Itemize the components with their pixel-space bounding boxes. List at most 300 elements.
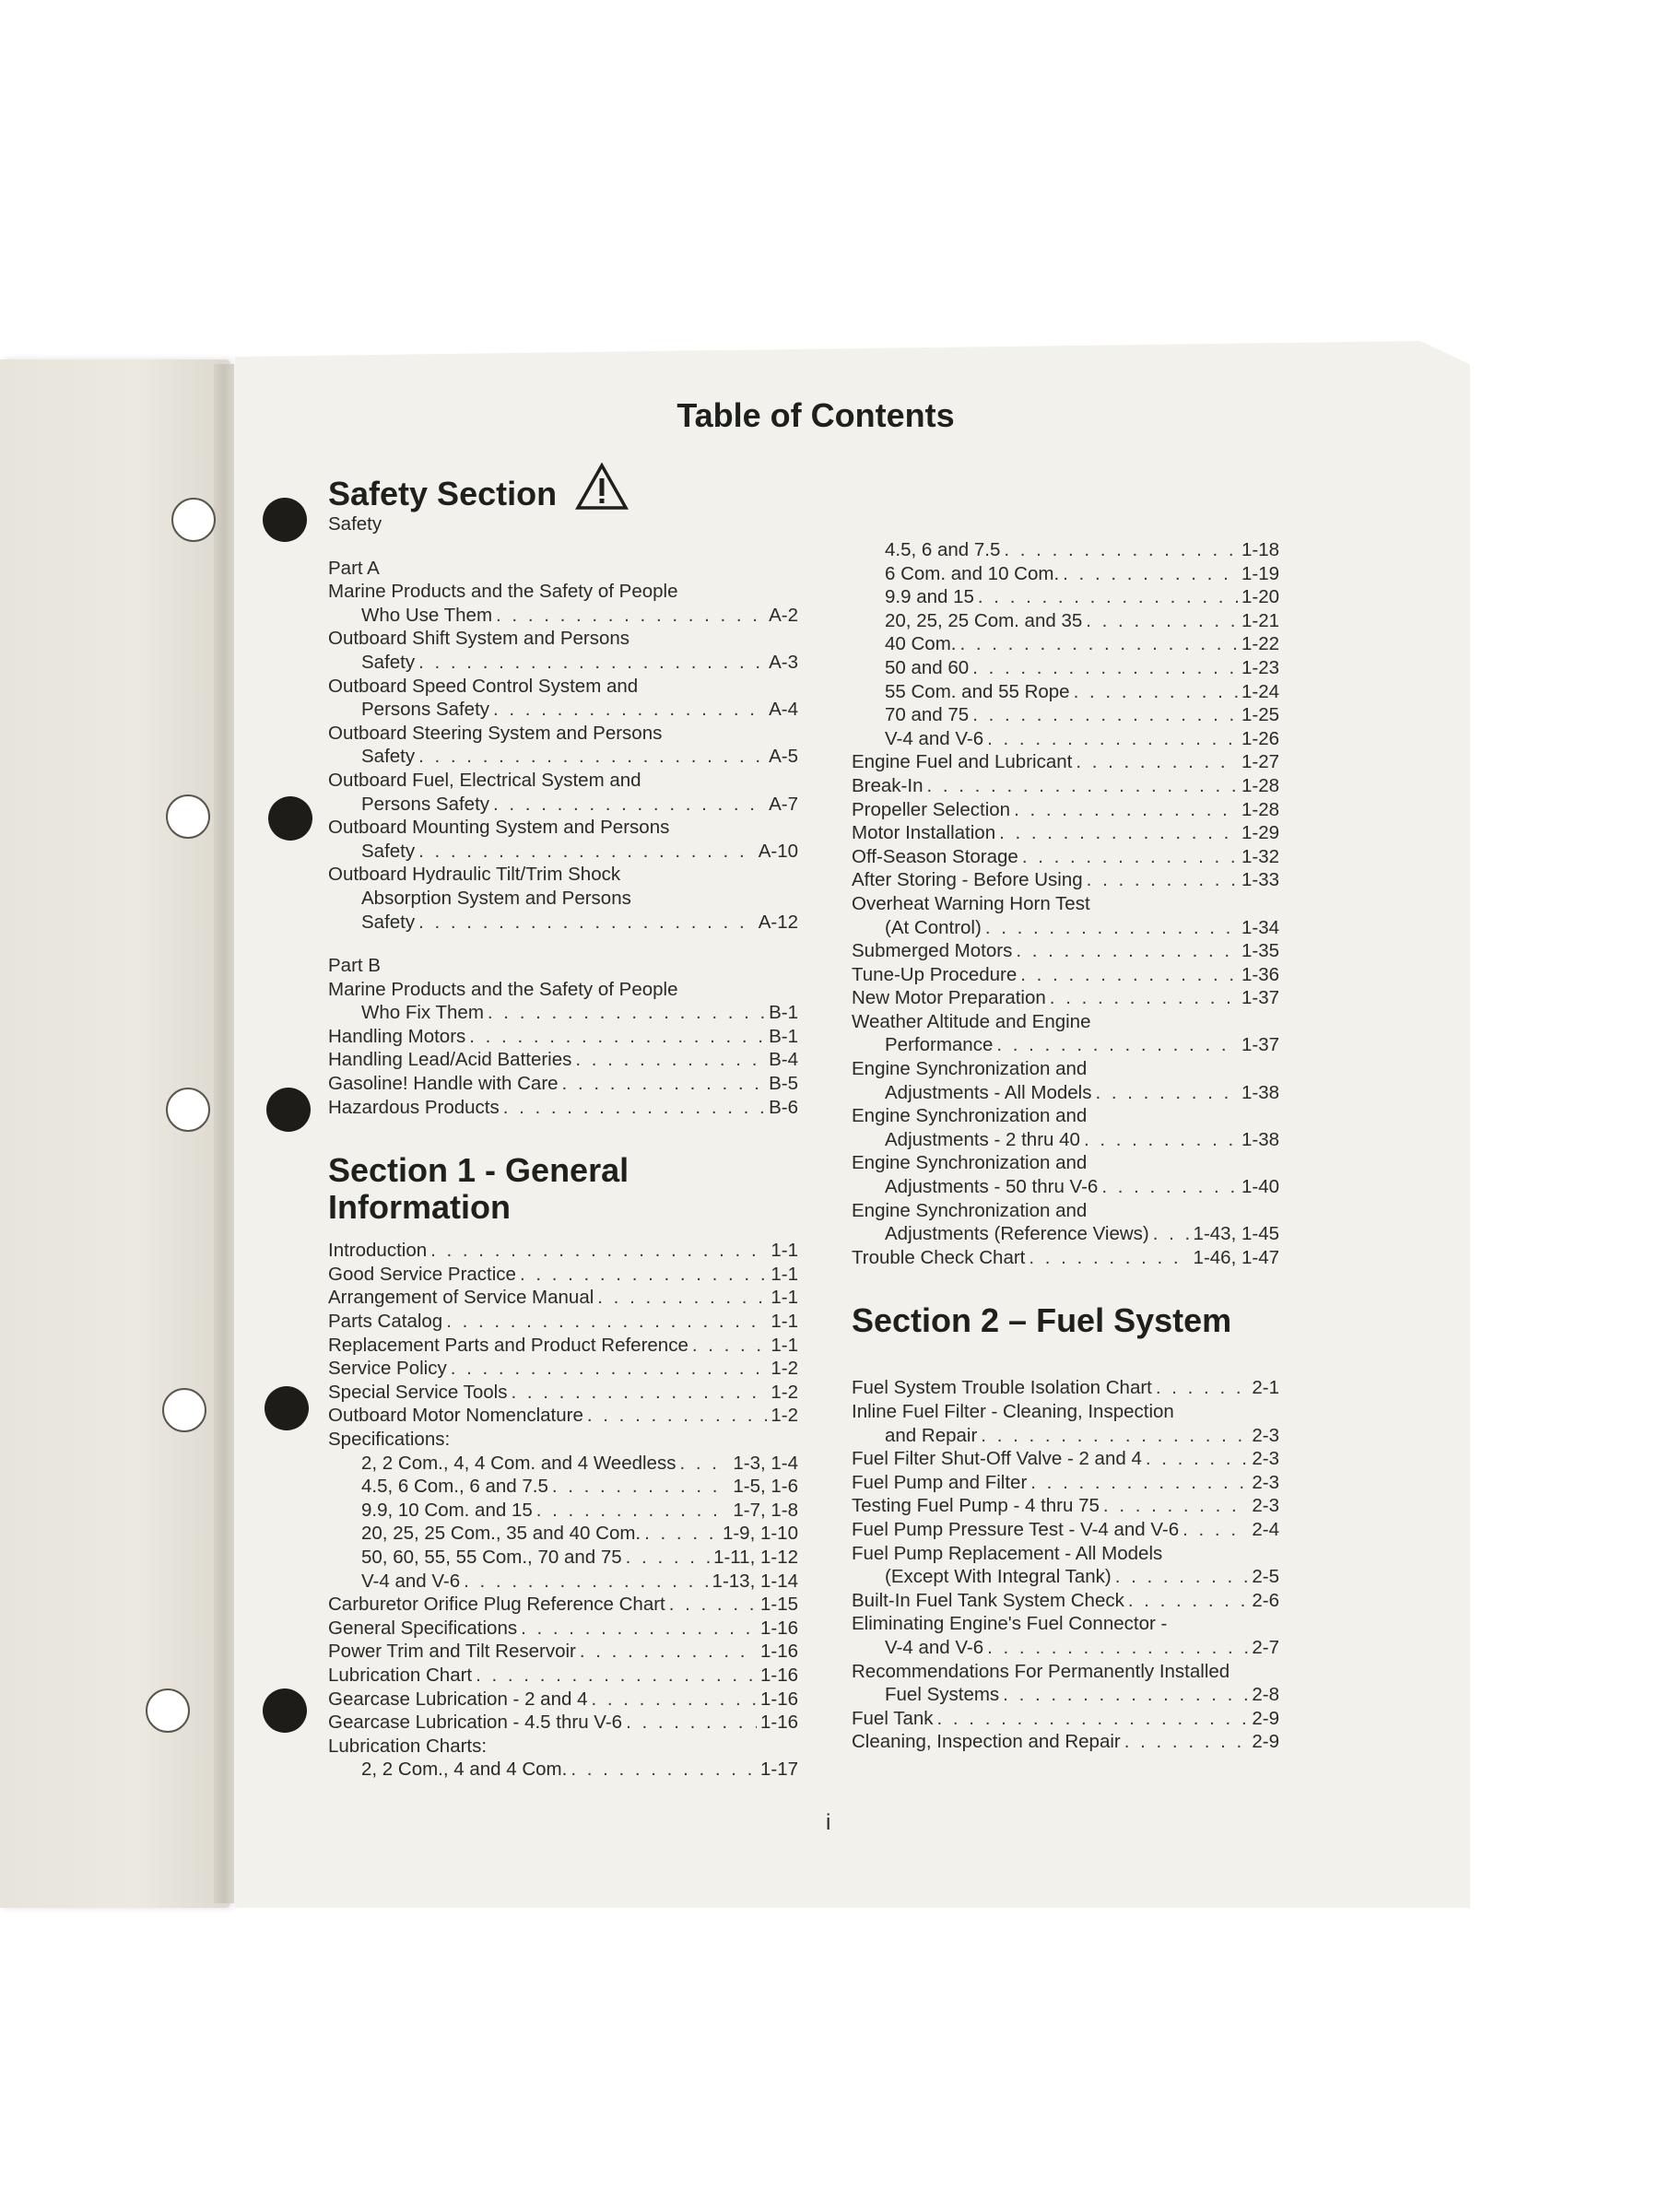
toc-entry <box>852 845 1279 869</box>
toc-entry-title: Power Trim and Tilt Reservoir <box>328 1641 576 1663</box>
toc-entry-title: Engine Fuel and Lubricant <box>852 751 1073 773</box>
toc-entry-group <box>852 939 1279 963</box>
toc-entry-line: Outboard Shift System and Persons <box>328 628 630 650</box>
dot-leader <box>987 1636 1248 1660</box>
dot-leader <box>1016 939 1238 963</box>
toc-entry-group <box>852 1246 1279 1270</box>
part-b-label: Part B <box>328 955 381 977</box>
toc-entry-group <box>852 1010 1279 1057</box>
toc-entry <box>852 1222 1279 1246</box>
toc-entry-page: 1-16 <box>759 1641 798 1663</box>
toc-entry-title: Service Policy <box>328 1358 447 1380</box>
toc-entry-title: 50, 60, 55, 55 Com., 70 and 75 <box>361 1546 622 1568</box>
toc-entry-line: Engine Synchronization and <box>852 1199 1088 1221</box>
toc-entry-title: Tune-Up Procedure <box>852 963 1018 985</box>
toc-entry <box>852 609 1279 633</box>
toc-entry-title: Special Service Tools <box>328 1381 508 1403</box>
toc-entry <box>328 1096 798 1120</box>
toc-entry-group <box>852 1542 1279 1589</box>
toc-entry-title: Performance <box>885 1034 994 1056</box>
toc-entry-page: 1-13, 1-14 <box>712 1570 798 1592</box>
toc-entry-group <box>328 675 798 722</box>
toc-entry <box>852 632 1279 656</box>
toc-entry <box>328 1048 798 1072</box>
toc-entry-page: 1-3, 1-4 <box>733 1452 798 1474</box>
toc-entry-title: 4.5, 6 Com., 6 and 7.5 <box>361 1476 548 1498</box>
toc-entry-page: 2-9 <box>1252 1731 1279 1753</box>
toc-entry <box>328 1664 798 1688</box>
section2-heading: Section 2 – Fuel System <box>852 1301 1232 1340</box>
dot-leader <box>692 1334 768 1358</box>
section2-list <box>852 1376 1279 1754</box>
dot-leader <box>926 774 1237 798</box>
toc-entry-page: 2-9 <box>1252 1707 1279 1729</box>
section1-list-cont <box>328 1593 798 1735</box>
toc-entry <box>328 1522 798 1546</box>
toc-entry-group <box>852 798 1279 822</box>
toc-entry <box>852 1376 1279 1400</box>
toc-entry <box>328 1499 798 1523</box>
toc-entry-line: Fuel Pump Replacement - All Models <box>852 1542 1163 1564</box>
lubrication-charts-label: Lubrication Charts: <box>328 1735 488 1757</box>
toc-entry <box>328 1025 798 1049</box>
toc-entry-line: Overheat Warning Horn Test <box>852 892 1090 914</box>
lubrication-charts-list-cont <box>852 538 1279 750</box>
punch-hole <box>266 1088 311 1132</box>
toc-entry-group <box>852 986 1279 1010</box>
toc-entry-group <box>852 1589 1279 1613</box>
part-b-list <box>328 978 798 1120</box>
toc-entry-page: A-12 <box>758 911 798 933</box>
toc-entry-group <box>852 1057 1279 1104</box>
dot-leader <box>1103 1494 1248 1518</box>
toc-entry-line: Engine Synchronization and <box>852 1152 1088 1174</box>
toc-entry-title: Adjustments - All Models <box>885 1081 1092 1103</box>
toc-entry-title: (At Control) <box>885 916 982 938</box>
dot-leader <box>1146 1447 1249 1471</box>
toc-entry <box>328 1570 798 1594</box>
dot-leader <box>1063 562 1238 586</box>
toc-entry <box>852 1518 1279 1542</box>
toc-entry-group <box>852 1471 1279 1495</box>
toc-entry-page: 1-16 <box>759 1617 798 1639</box>
toc-entry-page: 1-21 <box>1241 609 1279 631</box>
toc-entry-page: B-6 <box>769 1096 798 1118</box>
toc-entry-page: 1-1 <box>771 1311 798 1333</box>
toc-entry-line: Engine Synchronization and <box>852 1105 1088 1127</box>
toc-entry-page: A-2 <box>769 604 798 626</box>
toc-entry-title: Fuel Filter Shut-Off Valve - 2 and 4 <box>852 1448 1142 1470</box>
toc-entry <box>328 604 798 628</box>
toc-entry <box>328 1640 798 1664</box>
dot-leader <box>493 698 765 722</box>
dot-leader <box>626 1546 710 1570</box>
page-number: i <box>826 1810 831 1835</box>
punch-hole <box>171 498 216 542</box>
toc-entry-page: 1-28 <box>1241 798 1279 820</box>
toc-entry-title: After Storing - Before Using <box>852 869 1083 891</box>
toc-entry-title: Parts Catalog <box>328 1311 443 1333</box>
binding-spine <box>214 364 234 1903</box>
toc-entry-page: A-10 <box>758 840 798 862</box>
toc-entry <box>852 939 1279 963</box>
toc-entry-line: Engine Synchronization and <box>852 1058 1088 1080</box>
toc-entry <box>328 651 798 675</box>
toc-entry-title: 20, 25, 25 Com. and 35 <box>885 609 1083 631</box>
toc-entry <box>852 916 1279 940</box>
dot-leader <box>999 821 1238 845</box>
dot-leader <box>451 1357 768 1381</box>
toc-entry-page: 2-1 <box>1252 1377 1279 1399</box>
dot-leader <box>488 1001 765 1025</box>
toc-entry-page: 2-6 <box>1252 1589 1279 1611</box>
toc-entry-group <box>852 1518 1279 1542</box>
toc-entry-page: B-1 <box>769 1025 798 1047</box>
toc-entry-group <box>328 1048 798 1072</box>
dot-leader <box>511 1381 767 1405</box>
toc-entry <box>852 774 1279 798</box>
toc-entry-page: 2-3 <box>1252 1448 1279 1470</box>
toc-entry-title: (Except With Integral Tank) <box>885 1566 1112 1588</box>
toc-entry-page: A-4 <box>769 699 798 721</box>
dot-leader <box>972 656 1238 680</box>
toc-entry-title: Off-Season Storage <box>852 845 1018 867</box>
toc-entry-title: Fuel Tank <box>852 1707 934 1729</box>
toc-entry <box>852 798 1279 822</box>
part-a-label: Part A <box>328 557 380 579</box>
toc-entry-title: Outboard Motor Nomenclature <box>328 1405 583 1427</box>
toc-entry <box>328 1711 798 1735</box>
dot-leader <box>1095 1081 1238 1105</box>
toc-entry-title: Carburetor Orifice Plug Reference Chart <box>328 1594 665 1616</box>
toc-entry <box>852 585 1279 609</box>
toc-right-column <box>852 538 1279 1754</box>
punch-hole <box>166 794 210 839</box>
toc-entry <box>328 1404 798 1428</box>
toc-entry-group <box>328 722 798 769</box>
section1-title-line2: Information <box>328 1188 511 1227</box>
toc-entry <box>852 750 1279 774</box>
dot-leader <box>1074 680 1238 704</box>
toc-entry <box>852 703 1279 727</box>
dot-leader <box>591 1688 756 1712</box>
toc-entry <box>852 656 1279 680</box>
toc-entry <box>852 1730 1279 1754</box>
dot-leader <box>552 1475 729 1499</box>
dot-leader <box>669 1593 757 1617</box>
toc-entry-line: Marine Products and the Safety of People <box>328 978 678 1000</box>
toc-entry-group <box>328 978 798 1025</box>
dot-leader <box>981 1424 1248 1448</box>
toc-entry-title: 2, 2 Com., 4, 4 Com. and 4 Weedless <box>361 1452 677 1474</box>
toc-entry <box>852 1128 1279 1152</box>
toc-entry <box>328 1001 798 1025</box>
dot-leader <box>1087 868 1238 892</box>
punch-hole <box>265 1386 309 1430</box>
toc-entry-group <box>328 580 798 627</box>
dot-leader <box>418 840 755 864</box>
toc-entry <box>852 1246 1279 1270</box>
toc-entry-page: 1-1 <box>771 1240 798 1262</box>
toc-entry-page: 1-25 <box>1241 704 1279 726</box>
dot-leader <box>418 745 765 769</box>
toc-entry-group <box>852 1447 1279 1471</box>
toc-entry-title: Testing Fuel Pump - 4 thru 75 <box>852 1495 1100 1517</box>
toc-entry-page: 1-5, 1-6 <box>733 1476 798 1498</box>
toc-entry-group <box>328 627 798 674</box>
dot-leader <box>1030 1471 1248 1495</box>
toc-entry-group <box>852 750 1279 774</box>
toc-entry <box>328 1310 798 1334</box>
toc-entry-group <box>852 892 1279 939</box>
dot-leader <box>562 1072 766 1096</box>
dot-leader <box>1076 750 1238 774</box>
toc-entry-line: Outboard Mounting System and Persons <box>328 817 670 839</box>
specifications-label: Specifications: <box>328 1429 451 1450</box>
toc-entry <box>328 840 798 864</box>
toc-entry <box>852 1447 1279 1471</box>
toc-entry-page: 1-16 <box>759 1664 798 1686</box>
toc-entry-title: Adjustments - 2 thru 40 <box>885 1128 1080 1150</box>
dot-leader <box>985 916 1238 940</box>
punch-hole <box>162 1388 206 1432</box>
toc-entry-title: Arrangement of Service Manual <box>328 1287 594 1309</box>
toc-entry-title: 2, 2 Com., 4 and 4 Com. <box>361 1759 568 1781</box>
toc-entry <box>852 727 1279 751</box>
toc-entry <box>852 1033 1279 1057</box>
dot-leader <box>987 727 1238 751</box>
toc-entry-page: A-5 <box>769 746 798 768</box>
toc-entry-page: 1-16 <box>759 1712 798 1734</box>
toc-entry-line: Absorption System and Persons <box>361 887 631 909</box>
toc-entry <box>328 1357 798 1381</box>
toc-entry-line: Eliminating Engine's Fuel Connector - <box>852 1613 1168 1635</box>
toc-entry-group <box>852 1199 1279 1246</box>
toc-entry-title: 6 Com. and 10 Com. <box>885 562 1060 584</box>
toc-entry-group <box>852 1707 1279 1731</box>
toc-entry <box>328 1072 798 1096</box>
toc-entry-title: Who Use Them <box>361 604 493 626</box>
dot-leader <box>1084 1128 1238 1152</box>
toc-entry <box>328 1546 798 1570</box>
toc-entry-title: 4.5, 6 and 7.5 <box>885 539 1001 560</box>
toc-entry-page: 1-28 <box>1241 774 1279 796</box>
toc-entry-title: 20, 25, 25 Com., 35 and 40 Com. <box>361 1523 641 1545</box>
toc-entry-title: Good Service Practice <box>328 1263 516 1285</box>
section1-list-cont-right <box>852 750 1279 1269</box>
dot-leader <box>1182 1518 1248 1542</box>
toc-entry-line: Marine Products and the Safety of People <box>328 581 678 603</box>
toc-entry <box>852 1589 1279 1613</box>
dot-leader <box>464 1570 708 1594</box>
dot-leader <box>1022 845 1238 869</box>
dot-leader <box>1153 1222 1190 1246</box>
dot-leader <box>978 585 1238 609</box>
toc-entry-group <box>852 1494 1279 1518</box>
toc-entry-line: Outboard Hydraulic Tilt/Trim Shock <box>328 864 621 886</box>
toc-entry <box>852 868 1279 892</box>
toc-entry-group <box>328 816 798 863</box>
toc-entry-title: 70 and 75 <box>885 704 970 726</box>
toc-entry-title: Safety <box>361 746 416 768</box>
toc-entry <box>852 1565 1279 1589</box>
toc-entry <box>852 1707 1279 1731</box>
dot-leader <box>1086 609 1238 633</box>
warning-triangle-icon <box>575 463 629 511</box>
dot-leader <box>959 632 1237 656</box>
toc-entry-title: Adjustments - 50 thru V-6 <box>885 1176 1099 1198</box>
toc-entry-title: Persons Safety <box>361 699 490 721</box>
dot-leader <box>1004 538 1238 562</box>
dot-leader <box>1124 1730 1249 1754</box>
toc-left-column <box>328 463 798 1782</box>
toc-entry-group <box>852 868 1279 892</box>
toc-entry-line: Recommendations For Permanently Installed <box>852 1660 1230 1682</box>
toc-entry <box>852 538 1279 562</box>
toc-entry-page: 1-1 <box>771 1263 798 1285</box>
toc-entry-page: B-4 <box>769 1049 798 1071</box>
dot-leader <box>1156 1376 1248 1400</box>
punch-hole <box>263 1688 307 1733</box>
left-page <box>0 359 230 1908</box>
toc-entry-title: Built-In Fuel Tank System Check <box>852 1589 1124 1611</box>
toc-entry-title: New Motor Preparation <box>852 987 1046 1009</box>
toc-entry-title: Safety <box>361 840 416 862</box>
lubrication-charts-list <box>328 1758 798 1782</box>
toc-entry-title: Replacement Parts and Product Reference <box>328 1334 688 1356</box>
dot-leader <box>1003 1683 1248 1707</box>
dot-leader <box>469 1025 765 1049</box>
toc-entry-page: 1-2 <box>771 1381 798 1403</box>
toc-entry <box>328 1239 798 1263</box>
toc-entry-page: B-5 <box>769 1073 798 1095</box>
page-title: Table of Contents <box>677 396 955 434</box>
toc-entry-page: 1-2 <box>771 1358 798 1380</box>
punch-hole <box>268 796 312 841</box>
toc-entry <box>852 680 1279 704</box>
toc-entry-group <box>328 1025 798 1049</box>
toc-entry-page: 2-3 <box>1252 1471 1279 1493</box>
toc-entry-title: Who Fix Them <box>361 1002 484 1024</box>
toc-entry-title: 50 and 60 <box>885 656 970 678</box>
dot-leader <box>626 1711 757 1735</box>
toc-entry-page: 2-7 <box>1252 1636 1279 1658</box>
toc-entry <box>852 986 1279 1010</box>
dot-leader <box>493 793 765 817</box>
toc-entry-title: Safety <box>361 651 416 673</box>
toc-entry-group <box>852 963 1279 987</box>
toc-entry-page: 1-36 <box>1241 963 1279 985</box>
toc-entry-group <box>852 1612 1279 1659</box>
toc-entry-page: 1-16 <box>759 1688 798 1710</box>
toc-entry-title: 9.9, 10 Com. and 15 <box>361 1499 533 1521</box>
toc-entry-title: 55 Com. and 55 Rope <box>885 680 1070 702</box>
toc-entry <box>852 1636 1279 1660</box>
toc-entry-group <box>852 1104 1279 1151</box>
toc-entry-group <box>852 1730 1279 1754</box>
toc-entry-page: 1-26 <box>1241 727 1279 749</box>
toc-entry-title: Propeller Selection <box>852 798 1011 820</box>
toc-entry-group <box>852 1376 1279 1400</box>
toc-entry <box>328 1286 798 1310</box>
dot-leader <box>679 1452 729 1476</box>
toc-entry <box>328 1381 798 1405</box>
toc-entry-title: V-4 and V-6 <box>361 1570 461 1592</box>
dot-leader <box>430 1239 767 1263</box>
toc-entry-page: 1-1 <box>771 1287 798 1309</box>
toc-entry <box>328 1452 798 1476</box>
toc-entry-page: 1-2 <box>771 1405 798 1427</box>
dot-leader <box>536 1499 730 1523</box>
toc-entry-group <box>328 1096 798 1120</box>
toc-entry-title: Hazardous Products <box>328 1096 500 1118</box>
toc-entry <box>328 1593 798 1617</box>
toc-entry <box>852 1683 1279 1707</box>
safety-section-heading <box>328 463 798 512</box>
toc-entry-group <box>852 1660 1279 1707</box>
toc-entry-page: 2-5 <box>1252 1566 1279 1588</box>
dot-leader <box>520 1263 767 1287</box>
toc-entry-group <box>852 774 1279 798</box>
section1-heading <box>328 1152 798 1226</box>
dot-leader <box>476 1664 757 1688</box>
dot-leader <box>1128 1589 1249 1613</box>
dot-leader <box>1115 1565 1249 1589</box>
dot-leader <box>597 1286 767 1310</box>
toc-entry-line: Outboard Fuel, Electrical System and <box>328 769 641 791</box>
toc-entry-group <box>852 845 1279 869</box>
dot-leader <box>571 1758 757 1782</box>
toc-entry <box>852 1175 1279 1199</box>
toc-entry-page: 1-20 <box>1241 586 1279 608</box>
toc-entry-title: Safety <box>361 911 416 933</box>
toc-entry-page: A-7 <box>769 793 798 815</box>
toc-entry-page: A-3 <box>769 651 798 673</box>
toc-entry-page: 1-15 <box>759 1594 798 1616</box>
dot-leader <box>1020 963 1238 987</box>
toc-entry-page: 1-34 <box>1241 916 1279 938</box>
dot-leader <box>496 604 765 628</box>
toc-entry-page: 1-40 <box>1241 1176 1279 1198</box>
toc-entry <box>328 698 798 722</box>
toc-entry <box>852 963 1279 987</box>
toc-entry-page: 1-23 <box>1241 656 1279 678</box>
dot-leader <box>580 1640 757 1664</box>
punch-hole <box>263 498 307 542</box>
toc-entry-title: Handling Motors <box>328 1025 466 1047</box>
toc-entry-page: 2-3 <box>1252 1424 1279 1446</box>
toc-entry-title: Lubrication Chart <box>328 1664 473 1686</box>
toc-entry <box>328 1334 798 1358</box>
part-a-list <box>328 580 798 934</box>
toc-entry-title: Fuel Pump Pressure Test - V-4 and V-6 <box>852 1518 1180 1540</box>
toc-entry <box>328 1475 798 1499</box>
dot-leader <box>1050 986 1238 1010</box>
dot-leader <box>1014 798 1238 822</box>
dot-leader <box>644 1522 719 1546</box>
toc-entry <box>328 1263 798 1287</box>
toc-entry-page: 1-37 <box>1241 1034 1279 1056</box>
toc-entry-title: Gearcase Lubrication - 2 and 4 <box>328 1688 588 1710</box>
toc-entry-group <box>852 821 1279 845</box>
dot-leader <box>575 1048 765 1072</box>
section1-list <box>328 1239 798 1428</box>
toc-entry-line: Weather Altitude and Engine <box>852 1010 1091 1032</box>
dot-leader <box>521 1617 757 1641</box>
toc-entry-page: 1-19 <box>1241 562 1279 584</box>
toc-entry-page: 1-43, 1-45 <box>1193 1223 1279 1245</box>
toc-entry-page: 1-11, 1-12 <box>713 1546 798 1568</box>
